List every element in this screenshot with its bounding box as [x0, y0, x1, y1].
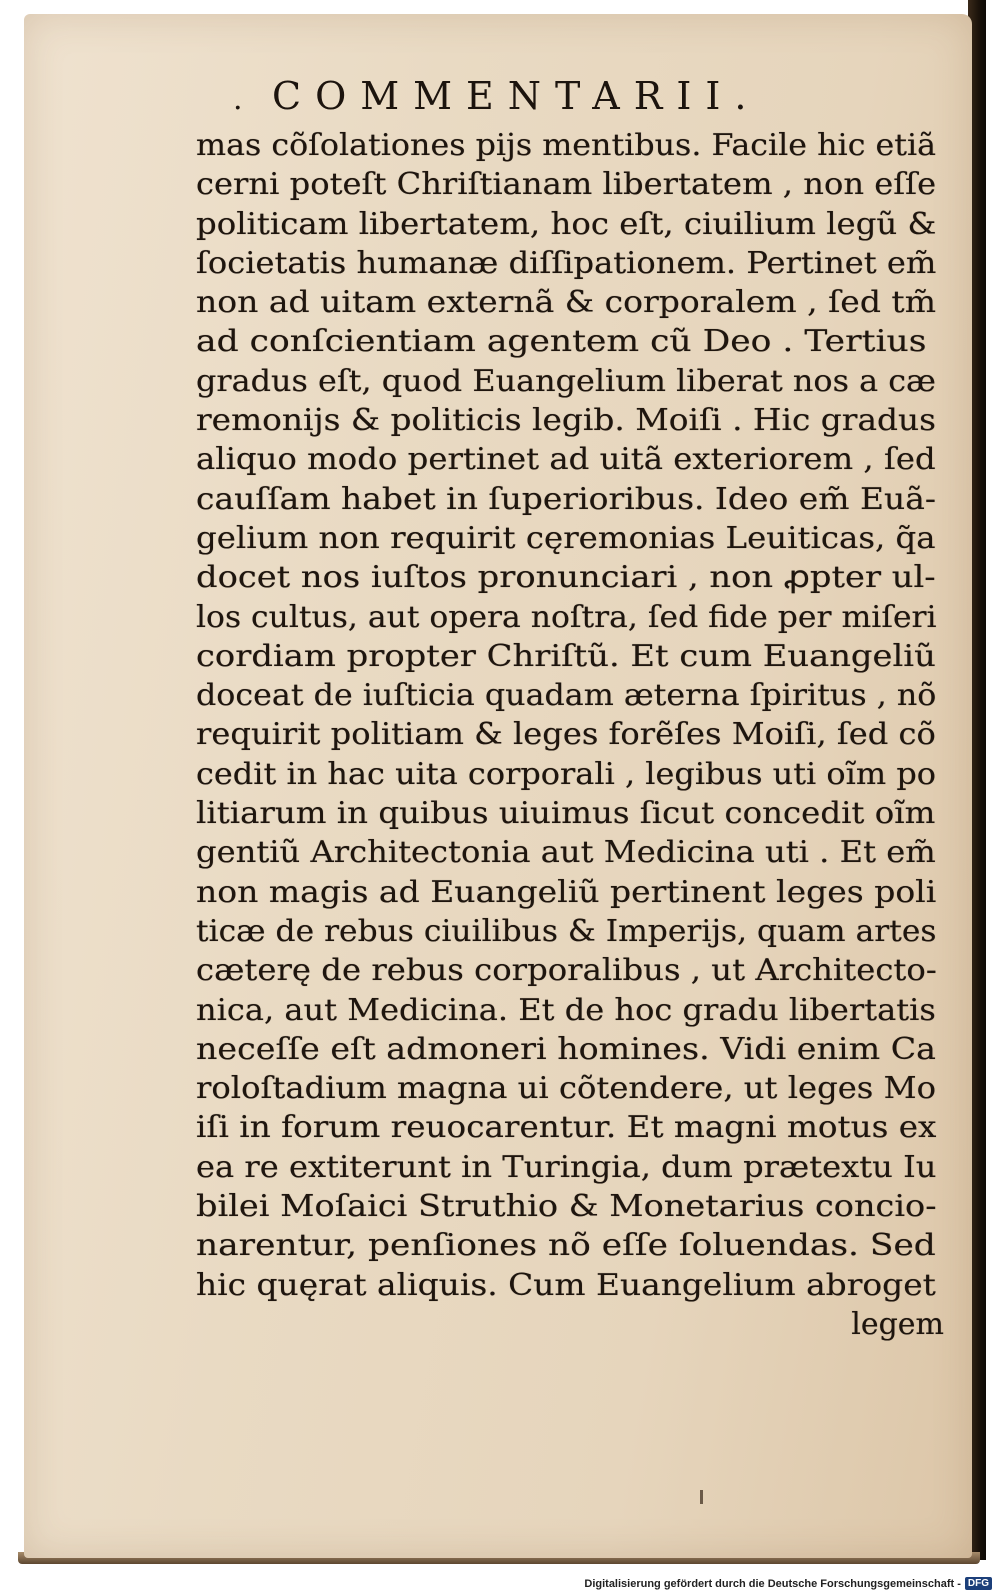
text-line: requirit politiam & leges forẽſes Moiſi, ſed cõ	[196, 717, 936, 753]
text-line: cæterę de rebus corporalibus , ut Architecto-	[196, 953, 937, 989]
ink-mark	[700, 1490, 703, 1504]
text-line: gentiũ Architectonia aut Medicina uti . Et em̃	[196, 835, 936, 871]
text-line: nica, aut Medicina. Et de hoc gradu libertatis	[196, 992, 936, 1028]
text-line: bilei Moſaici Struthio & Monetarius concio-	[196, 1189, 937, 1225]
text-block	[196, 126, 956, 1344]
text-line: litiarum in quibus uiuimus ſicut concedit oĩm	[196, 796, 936, 832]
text-line: mas cõſolationes pijs mentibus. Facile hic etiã	[196, 128, 937, 163]
text-line: politicam libertatem, hoc eſt, ciuilium legũ &	[196, 206, 937, 242]
text-line: ad conſcientiam agentem cũ Deo . Tertius	[196, 324, 927, 360]
text-line: ticæ de rebus ciuilibus & Imperijs, quam artes	[196, 913, 937, 949]
digitization-credit	[584, 1577, 992, 1590]
text-line: gelium non requirit cęremonias Leuiticas, q̃a	[196, 520, 936, 556]
text-line: cerni poteſt Chriſtianam libertatem , non eſſe	[196, 167, 937, 203]
text-line: cordiam propter Chriſtũ. Et cum Euangeliũ	[196, 638, 936, 674]
text-line: gradus eſt, quod Euangelium liberat nos a cæ	[196, 363, 936, 399]
text-line: doceat de iuſticia quadam æterna ſpiritus , nõ	[196, 678, 937, 714]
text-line: roloſtadium magna ui cõtendere, ut leges Mo	[196, 1071, 936, 1107]
text-line: ea re extiterunt in Turingia, dum prætextu Iu	[196, 1149, 937, 1185]
text-line: non ad uitam externã & corporalem , ſed tm̃	[196, 285, 936, 321]
text-line: hic quęrat aliquis. Cum Euangelium abroget	[196, 1267, 936, 1303]
text-line: non magis ad Euangeliũ pertinent leges poli	[196, 874, 937, 910]
dfg-logo: DFG	[965, 1577, 992, 1590]
text-line: remonijs & politicis legib. Moiſi . Hic gradus	[196, 403, 936, 439]
text-line: los cultus, aut opera noſtra, ſed fide per miſeri	[196, 599, 937, 635]
text-line: iſi in forum reuocarentur. Et magni motus ex	[196, 1110, 937, 1146]
footer-credit-text: Digitalisierung gefördert durch die Deutsche Forschungsgemeinschaft -	[584, 1577, 961, 1590]
text-line: narentur, penſiones nõ eſſe ſoluendas. Sed	[196, 1228, 936, 1264]
text-line: cedit in hac uita corporali , legibus uti oĩm po	[196, 756, 937, 792]
running-head-ornament: .	[233, 82, 243, 117]
text-line: ſocietatis humanæ diſſipationem. Pertinet em̃	[196, 245, 937, 281]
text-line: aliquo modo pertinet ad uitã exteriorem , ſed	[196, 442, 936, 478]
catchword: legem	[851, 1306, 944, 1342]
running-head: COMMENTARII.	[272, 74, 761, 118]
text-line: docet nos iuſtos pronunciari , non ꝓpter ul-	[196, 560, 936, 596]
text-line: neceſſe eſt admoneri homines. Vidi enim Ca	[196, 1031, 936, 1067]
text-line: cauſſam habet in ſuperioribus. Ideo em̃ Euã-	[196, 481, 937, 517]
